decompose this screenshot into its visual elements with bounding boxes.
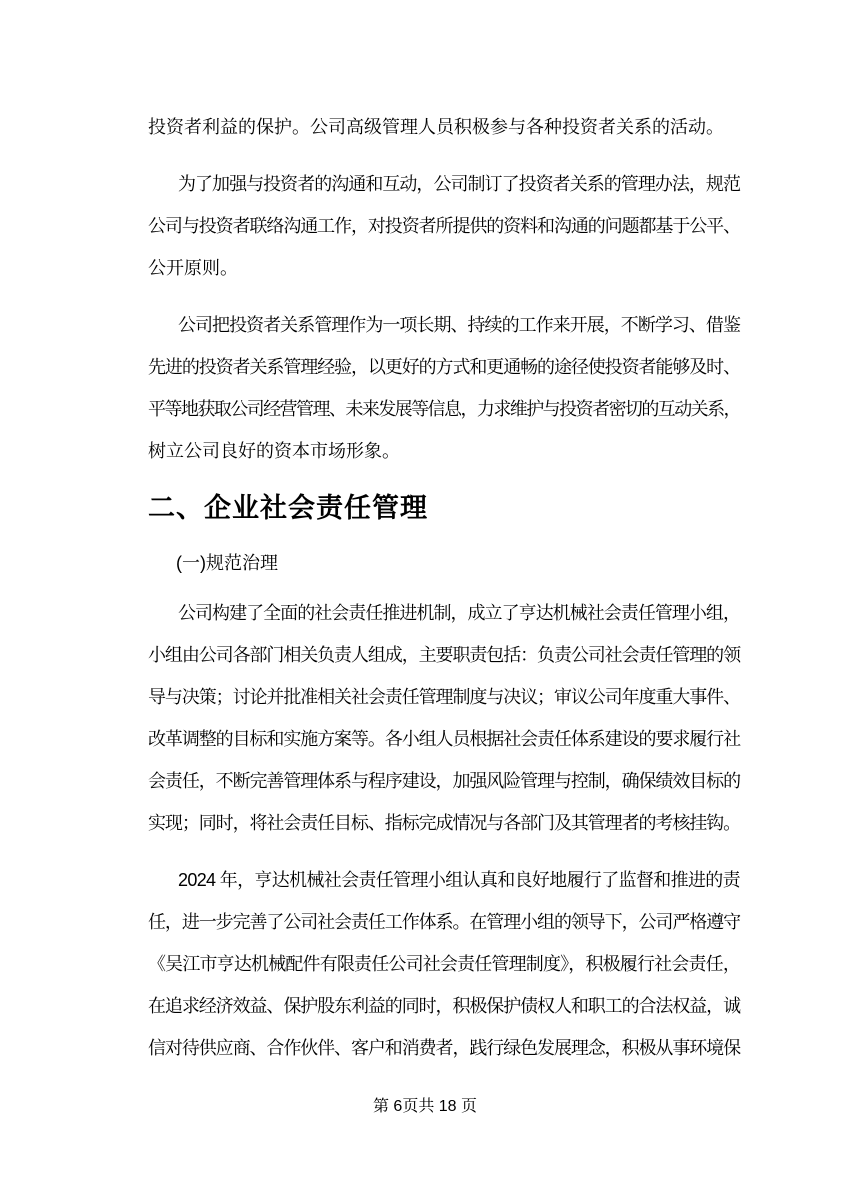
- text-line: [148, 1027, 740, 1069]
- text-line: [148, 205, 740, 247]
- text-line: [148, 106, 740, 148]
- subsection-heading: (一)规范治理: [176, 553, 278, 573]
- text-line: [148, 634, 740, 676]
- paragraph: [148, 106, 740, 148]
- text-line-content: 2024 年，亨达机械社会责任管理小组认真和良好地履行了监督和推进的责: [178, 870, 740, 890]
- text-line-content: 平等地获取公司经营管理、未来发展等信息，力求维护与投资者密切的互动关系，: [148, 399, 740, 419]
- text-line-content: 任，进一步完善了公司社会责任工作体系。在管理小组的领导下，公司严格遵守: [148, 912, 740, 932]
- text-line-content: 树立公司良好的资本市场形象。: [148, 441, 400, 461]
- text-line: [148, 859, 740, 901]
- page-footer: [0, 1096, 850, 1118]
- text-line-content: 公开原则。: [148, 258, 238, 278]
- paragraph: [148, 304, 740, 472]
- text-line-content: 公司与投资者联络沟通工作，对投资者所提供的资料和沟通的问题都基于公平、: [148, 216, 740, 236]
- text-line: [148, 388, 740, 430]
- text-line: [148, 304, 740, 346]
- text-line-content: 公司把投资者关系管理作为一项长期、持续的工作来开展，不断学习、借鉴: [178, 315, 740, 335]
- text-line-content: 信对待供应商、合作伙伴、客户和消费者，践行绿色发展理念，积极从事环境保: [148, 1038, 740, 1058]
- text-line: [148, 943, 740, 985]
- page-number-text: 第 6页共 18 页: [372, 1098, 478, 1115]
- text-line: [148, 802, 740, 844]
- text-line-content: 投资者利益的保护。公司高级管理人员积极参与各种投资者关系的活动。: [148, 117, 724, 137]
- text-line: [148, 430, 740, 472]
- text-line: [148, 901, 740, 943]
- section-heading: 二、企业社会责任管理: [148, 493, 428, 523]
- text-line: [148, 247, 740, 289]
- text-line: [148, 718, 740, 760]
- text-line: [148, 163, 740, 205]
- text-line-content: 会责任，不断完善管理体系与程序建设，加强风险管理与控制，确保绩效目标的: [148, 771, 740, 791]
- text-line-content: 导与决策；讨论并批准相关社会责任管理制度与决议；审议公司年度重大事件、: [148, 687, 740, 707]
- text-line-content: 在追求经济效益、保护股东利益的同时，积极保护债权人和职工的合法权益，诚: [148, 996, 740, 1016]
- text-line: [148, 760, 740, 802]
- text-line-content: 小组由公司各部门相关负责人组成，主要职责包括：负责公司社会责任管理的领: [148, 645, 740, 665]
- paragraph: [148, 592, 740, 844]
- text-line: [148, 985, 740, 1027]
- text-line: [148, 346, 740, 388]
- document-body: [148, 106, 740, 1084]
- text-line-content: 实现；同时，将社会责任目标、指标完成情况与各部门及其管理者的考核挂钩。: [148, 813, 740, 833]
- paragraph: [148, 859, 740, 1069]
- text-line: [148, 592, 740, 634]
- paragraph: [148, 163, 740, 289]
- text-line-content: 公司构建了全面的社会责任推进机制，成立了亨达机械社会责任管理小组，: [178, 603, 740, 623]
- text-line-content: 先进的投资者关系管理经验，以更好的方式和更通畅的途径使投资者能够及时、: [148, 357, 740, 377]
- text-line-content: 为了加强与投资者的沟通和互动，公司制订了投资者关系的管理办法，规范: [178, 174, 740, 194]
- text-line: [148, 676, 740, 718]
- text-line-content: 改革调整的目标和实施方案等。各小组人员根据社会责任体系建设的要求履行社: [148, 729, 740, 749]
- text-line-content: 《吴江市亨达机械配件有限责任公司社会责任管理制度》，积极履行社会责任，: [148, 954, 740, 974]
